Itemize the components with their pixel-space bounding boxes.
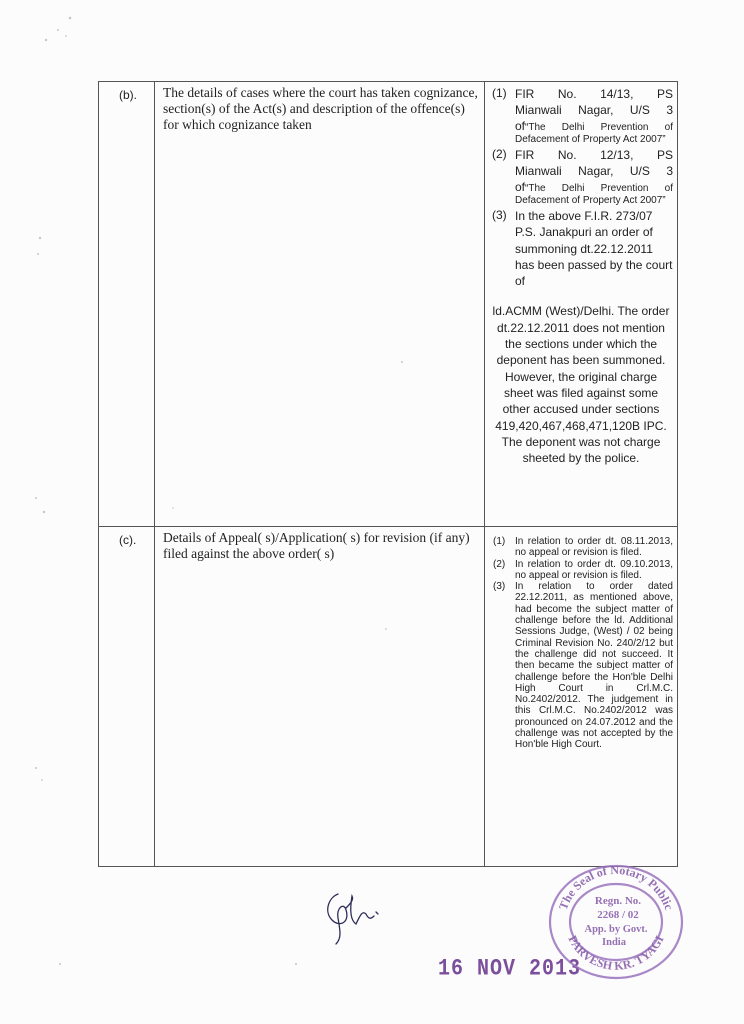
signature-icon <box>316 878 396 948</box>
date-stamp: 16 NOV 2013 <box>438 956 582 983</box>
row-description: Details of Appeal( s)/Application( s) for revision (if any) filed against the above order( s) <box>155 527 485 867</box>
svg-text:Regn. No.: Regn. No. <box>594 895 642 907</box>
continuation-text: ld.ACMM (West)/Delhi. The order dt.22.12.2011 does not mention the sections under which the deponent has been summoned. However, the original charge sheet was filed against some other accused under sections 419,420,467,468,471,120B IPC. The deponent was not charge sheeted by the police. <box>492 304 670 466</box>
row-description: The details of cases where the court has taken cognizance, section(s) of the Act(s) and description of the offence(s) for which cognizance taken <box>155 82 485 527</box>
list-item: (3) In the above F.I.R. 273/07 P.S. Janakpuri an order of summoning dt.22.12.2011 has been passed by the court of <box>492 208 673 289</box>
row-label: (c). <box>99 527 155 867</box>
svg-text:The Seal of Notary Public: The Seal of Notary Public <box>555 862 677 912</box>
row-label: (b). <box>99 82 155 527</box>
appeal-list <box>489 536 673 751</box>
row-answer <box>485 527 678 867</box>
list-item: (3) In relation to order dated 22.12.2011, as mentioned above, had become the subject matter of challenge before the ld. Additional Sessions Judge, (West) / 02 being Criminal Revision No. 240/2/12 but the challenge did not succeed. It then became the subject matter of challenge before the Hon'ble Delhi High Court in Crl.M.C. No.2402/2012. The judgement in this Crl.M.C. No.2402/2012 was pronounced on 24.07.2012 and the challenge was not accepted by the Hon'ble High Court. <box>493 581 673 751</box>
notary-seal-icon <box>546 860 686 980</box>
list-item: (2) In relation to order dt. 09.10.2013, no appeal or revision is filed. <box>493 558 673 581</box>
details-table <box>98 81 678 867</box>
table-row-b <box>99 82 678 527</box>
svg-text:PARVESH KR. TYAGI: PARVESH KR. TYAGI <box>565 933 667 973</box>
list-item: (1) FIR No. 14/13, PS Mianwali Nagar, U/S 3 of“The Delhi Prevention of Defacement of Property Act 2007” <box>492 86 673 145</box>
row-answer <box>485 82 678 527</box>
list-item: (1) In relation to order dt. 08.11.2013, no appeal or revision is filed. <box>493 536 673 559</box>
list-item: (2) FIR No. 12/13, PS Mianwali Nagar, U/S 3 of“The Delhi Prevention of Defacement of Property Act 2007” <box>492 147 673 206</box>
svg-text:India: India <box>602 937 626 948</box>
svg-text:App. by Govt.: App. by Govt. <box>584 924 648 935</box>
table-row-c <box>99 527 678 867</box>
svg-text:2268 / 02: 2268 / 02 <box>597 909 639 921</box>
case-list <box>489 86 673 289</box>
